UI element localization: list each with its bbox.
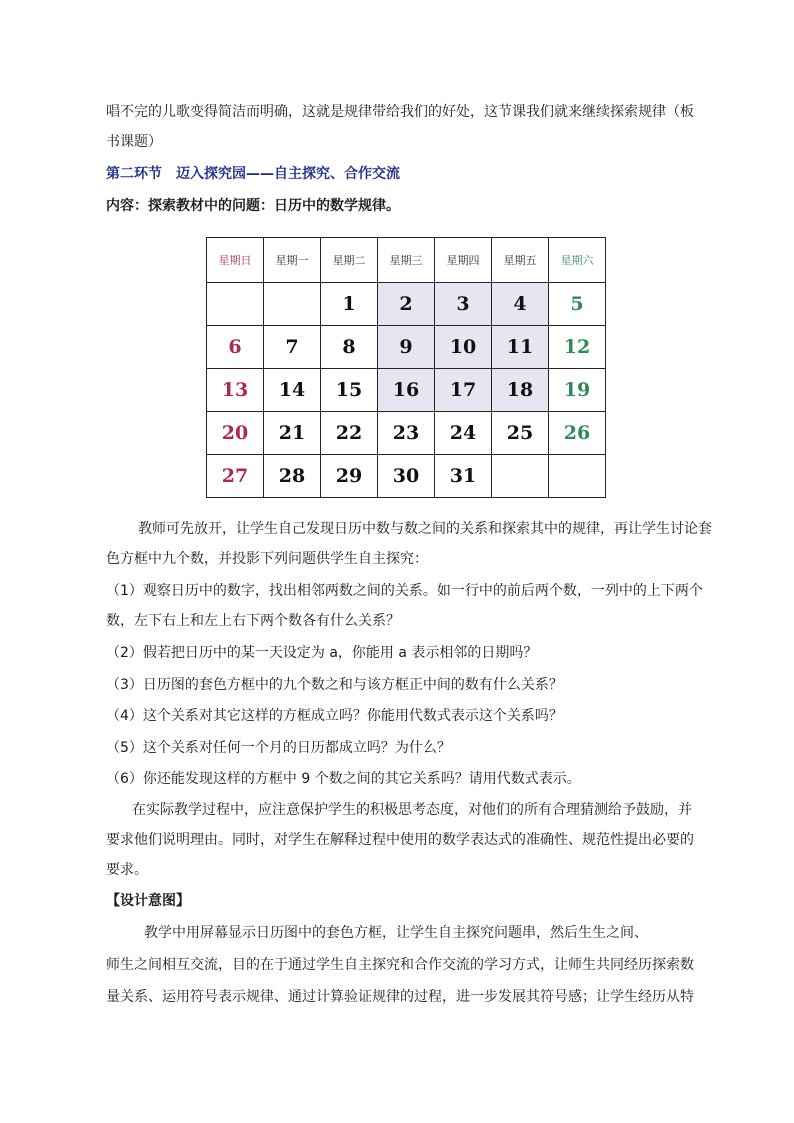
calendar-day-cell: 31 xyxy=(435,455,492,498)
calendar-day-cell: 23 xyxy=(378,412,435,455)
calendar-day-cell: 11 xyxy=(492,326,549,369)
calendar-day-cell: 16 xyxy=(378,369,435,412)
calendar-day-cell: 9 xyxy=(378,326,435,369)
paragraph-intro-line-1: 唱不完的儿歌变得简洁而明确，这就是规律带给我们的好处，这节课我们就来继续探索规律（板 xyxy=(106,104,694,120)
calendar-weekday-header: 星期三 xyxy=(378,238,435,283)
calendar-day-cell: 20 xyxy=(207,412,264,455)
calendar-day-cell: 24 xyxy=(435,412,492,455)
calendar-day-cell xyxy=(492,455,549,498)
calendar-week-row xyxy=(207,412,606,455)
calendar-day-cell: 28 xyxy=(264,455,321,498)
calendar-table xyxy=(206,237,606,498)
question-1-line-2: 数，左下右上和左上右下两个数各有什么关系？ xyxy=(106,613,400,629)
calendar-day-cell: 22 xyxy=(321,412,378,455)
calendar-weekday-header: 星期五 xyxy=(492,238,549,283)
calendar-day-cell: 10 xyxy=(435,326,492,369)
paragraph-design-line-2: 师生之间相互交流，目的在于通过学生自主探究和合作交流的学习方式，让师生共同经历探索数 xyxy=(106,957,694,973)
calendar-day-cell: 21 xyxy=(264,412,321,455)
calendar-day-cell xyxy=(264,283,321,326)
question-4: （4）这个关系对其它这样的方框成立吗？你能用代数式表示这个关系吗？ xyxy=(106,708,563,724)
calendar-day-cell xyxy=(207,283,264,326)
calendar-week-row xyxy=(207,455,606,498)
calendar-week-row xyxy=(207,369,606,412)
calendar-day-cell: 5 xyxy=(549,283,606,326)
question-6: （6）你还能发现这样的方框中 9 个数之间的其它关系吗？请用代数式表示。 xyxy=(106,771,581,787)
paragraph-intro-line-2: 书课题） xyxy=(106,134,162,150)
calendar-week-row xyxy=(207,283,606,326)
calendar-weekday-header: 星期二 xyxy=(321,238,378,283)
calendar-header-row xyxy=(207,238,606,283)
paragraph-practice-line-1: 在实际教学过程中，应注意保护学生的积极思考态度，对他们的所有合理猜测给予鼓励，并 xyxy=(132,802,692,818)
calendar-day-cell: 26 xyxy=(549,412,606,455)
calendar-day-cell: 8 xyxy=(321,326,378,369)
calendar-day-cell: 17 xyxy=(435,369,492,412)
question-5: （5）这个关系对任何一个月的日历都成立吗？为什么？ xyxy=(106,740,451,756)
calendar-day-cell: 3 xyxy=(435,283,492,326)
calendar-day-cell: 19 xyxy=(549,369,606,412)
calendar-day-cell: 25 xyxy=(492,412,549,455)
calendar-day-cell: 15 xyxy=(321,369,378,412)
paragraph-design-line-3: 量关系、运用符号表示规律、通过计算验证规律的过程，进一步发展其符号感；让学生经历从特 xyxy=(106,989,694,1005)
calendar-day-cell: 1 xyxy=(321,283,378,326)
calendar-day-cell: 27 xyxy=(207,455,264,498)
calendar-weekday-header: 星期四 xyxy=(435,238,492,283)
calendar-day-cell: 6 xyxy=(207,326,264,369)
section-title: 第二环节 迈入探究园——自主探究、合作交流 xyxy=(106,166,400,182)
question-3: （3）日历图的套色方框中的九个数之和与该方框正中间的数有什么关系？ xyxy=(106,677,563,693)
calendar-day-cell: 12 xyxy=(549,326,606,369)
design-intent-title: 【设计意图】 xyxy=(106,893,190,909)
calendar-day-cell: 4 xyxy=(492,283,549,326)
paragraph-teacher-line-1: 教师可先放开，让学生自己发现日历中数与数之间的关系和探索其中的规律，再让学生讨论套 xyxy=(138,521,712,537)
calendar-day-cell: 30 xyxy=(378,455,435,498)
paragraph-practice-line-2: 要求他们说明理由。同时，对学生在解释过程中使用的数学表达式的准确性、规范性提出必要的 xyxy=(106,832,694,848)
paragraph-practice-line-3: 要求。 xyxy=(106,862,148,878)
paragraph-design-line-1: 教学中用屏幕显示日历图中的套色方框，让学生自主探究问题串，然后生生之间、 xyxy=(144,925,648,941)
content-line: 内容：探索教材中的问题：日历中的数学规律。 xyxy=(106,198,400,214)
calendar-week-row xyxy=(207,326,606,369)
calendar-day-cell: 2 xyxy=(378,283,435,326)
calendar-day-cell: 18 xyxy=(492,369,549,412)
calendar-day-cell xyxy=(549,455,606,498)
calendar-day-cell: 29 xyxy=(321,455,378,498)
calendar-weekday-header: 星期六 xyxy=(549,238,606,283)
paragraph-teacher-line-2: 色方框中九个数，并投影下列问题供学生自主探究： xyxy=(106,551,428,567)
calendar-weekday-header: 星期日 xyxy=(207,238,264,283)
question-2: （2）假若把日历中的某一天设定为 a，你能用 a 表示相邻的日期吗？ xyxy=(106,645,538,661)
calendar-day-cell: 7 xyxy=(264,326,321,369)
calendar-day-cell: 14 xyxy=(264,369,321,412)
calendar-day-cell: 13 xyxy=(207,369,264,412)
question-1-line-1: （1）观察日历中的数字，找出相邻两数之间的关系。如一行中的前后两个数，一列中的上下两个 xyxy=(106,583,703,599)
calendar-weekday-header: 星期一 xyxy=(264,238,321,283)
